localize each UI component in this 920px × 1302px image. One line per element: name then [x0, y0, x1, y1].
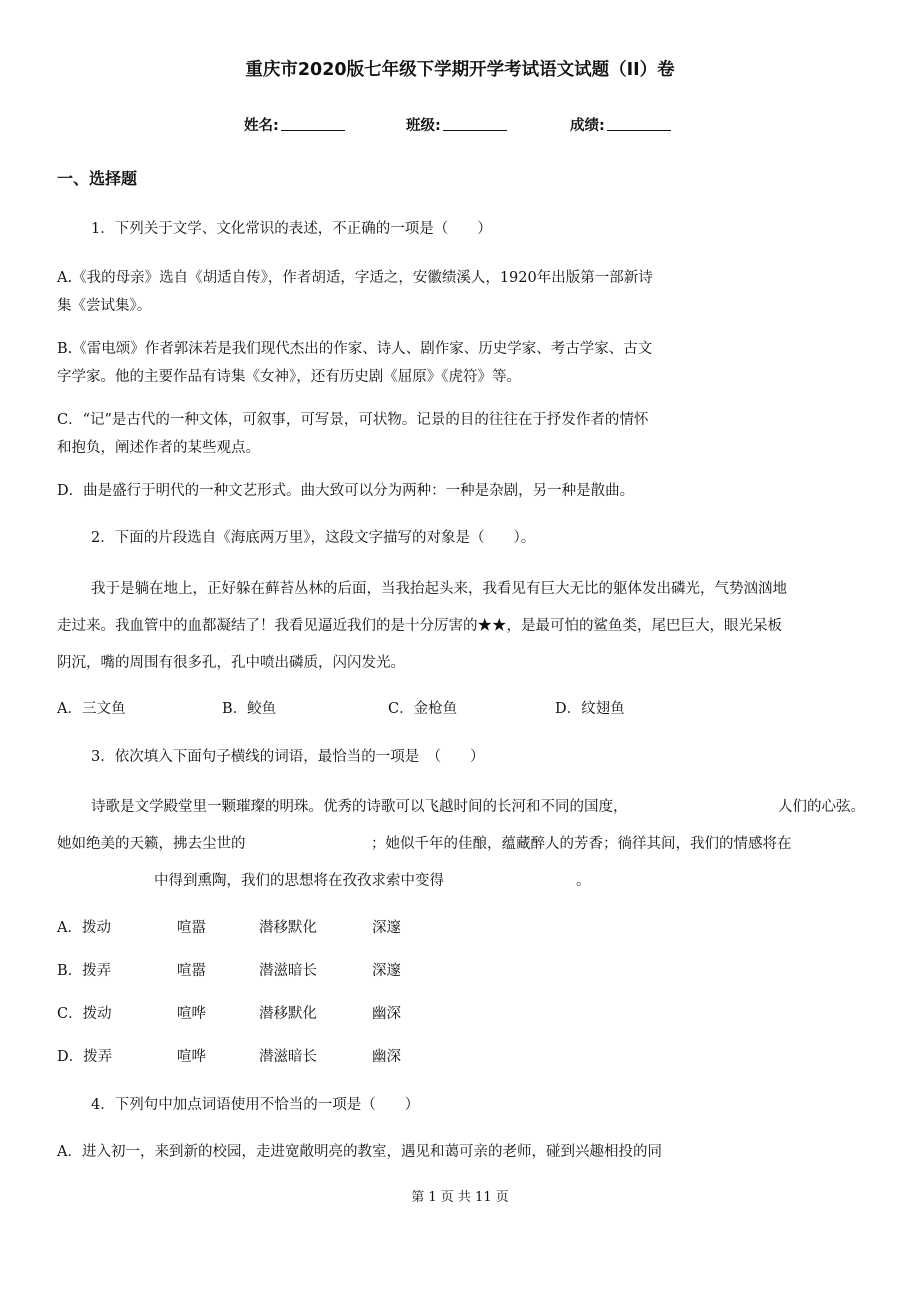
q3-option-c-word3: 潜移默化: [259, 1006, 317, 1022]
page-title: 重庆市2020版七年级下学期开学考试语文试题（II）卷: [245, 60, 675, 80]
q1-option-a-line2: 集《尝试集》。: [57, 298, 152, 314]
class-label: 班级:: [406, 118, 441, 134]
question-2-stem: 2．下面的片段选自《海底两万里》，这段文字描写的对象是（ ）。: [91, 530, 536, 546]
q3-option-b-word2: 喧嚣: [177, 963, 206, 979]
q3-passage-line3: 中得到熏陶，我们的思想将在孜孜求索中变得: [154, 873, 444, 889]
q3-option-d-word4: 幽深: [372, 1049, 401, 1065]
page-footer: 第 1 页 共 11 页: [411, 1190, 509, 1205]
q2-option-a: A．三文鱼: [57, 701, 126, 717]
score-label: 成绩:: [570, 118, 605, 134]
q2-passage-line1: 我于是躺在地上，正好躲在藓苔丛林的后面，当我抬起头来，我看见有巨大无比的躯体发出磷光，气势汹汹地: [91, 581, 787, 597]
q2-option-c: C．金枪鱼: [388, 701, 458, 717]
question-1-stem: 1．下列关于文学、文化常识的表述，不正确的一项是（ ）: [91, 221, 492, 237]
q3-passage-line1-end: 人们的心弦。: [778, 799, 865, 815]
q3-option-b-word4: 深邃: [372, 963, 401, 979]
q3-option-a-word2: 喧嚣: [177, 920, 206, 936]
q2-passage-line2: 走过来。我血管中的血都凝结了！我看见逼近我们的是十分厉害的★★，是最可怕的鲨鱼类，尾巴巨大，眼光呆板: [57, 618, 782, 634]
q3-option-c-word2: 喧哗: [177, 1006, 206, 1022]
class-field: [406, 116, 507, 136]
section-heading: 一、选择题: [57, 169, 138, 188]
q3-option-d-word2: 喧哗: [177, 1049, 206, 1065]
q3-option-a-label: A．拨动: [57, 920, 111, 936]
class-blank: [443, 117, 507, 131]
q1-option-c-line1: C．“记”是古代的一种文体，可叙事，可写景，可状物。记景的目的往往在于抒发作者的情怀: [57, 412, 649, 428]
q1-option-c-line2: 和抱负，阐述作者的某些观点。: [57, 440, 260, 456]
q2-passage-line3: 阴沉，嘴的周围有很多孔，孔中喷出磷质，闪闪发光。: [57, 655, 405, 671]
score-field: [570, 116, 671, 136]
q4-option-a: A．进入初一，来到新的校园，走进宽敞明亮的教室，遇见和蔼可亲的老师，碰到兴趣相投的同: [57, 1144, 662, 1160]
name-blank: [281, 117, 345, 131]
name-label: 姓名:: [244, 118, 279, 134]
question-4-stem: 4．下列句中加点词语使用不恰当的一项是（ ）: [91, 1097, 420, 1113]
q3-option-a-word4: 深邃: [372, 920, 401, 936]
q3-option-d-label: D．拨弄: [57, 1049, 113, 1065]
question-3-stem: 3．依次填入下面句子横线的词语，最恰当的一项是 （ ）: [91, 749, 485, 765]
q3-option-c-word4: 幽深: [372, 1006, 401, 1022]
score-blank: [607, 117, 671, 131]
q1-option-b-line1: B.《雷电颂》作者郭沫若是我们现代杰出的作家、诗人、剧作家、历史学家、考古学家、古文: [57, 341, 653, 357]
q3-option-b-label: B．拨弄: [57, 963, 112, 979]
q3-passage-line1: 诗歌是文学殿堂里一颗璀璨的明珠。优秀的诗歌可以飞越时间的长河和不同的国度，: [91, 799, 628, 815]
q1-option-d: D．曲是盛行于明代的一种文艺形式。曲大致可以分为两种：一种是杂剧，另一种是散曲。: [57, 483, 635, 499]
q1-option-b-line2: 字学家。他的主要作品有诗集《女神》，还有历史剧《屈原》《虎符》等。: [57, 369, 521, 385]
name-field: [244, 116, 345, 136]
q3-passage-line2-start: 她如绝美的天籁，拂去尘世的: [57, 836, 246, 852]
q3-option-b-word3: 潜滋暗长: [259, 963, 317, 979]
q3-option-c-label: C．拨动: [57, 1006, 112, 1022]
q3-option-d-word3: 潜滋暗长: [259, 1049, 317, 1065]
q3-option-a-word3: 潜移默化: [259, 920, 317, 936]
q1-option-a-line1: A.《我的母亲》选自《胡适自传》，作者胡适，字适之，安徽绩溪人，1920年出版第一部新诗: [57, 270, 653, 286]
q2-option-d: D．纹翅鱼: [555, 701, 625, 717]
q2-option-b: B．鲛鱼: [222, 701, 277, 717]
q3-passage-line3-end: 。: [576, 873, 591, 889]
q3-passage-line2-end: ；她似千年的佳酿，蕴藏醉人的芳香；徜徉其间，我们的情感将在: [371, 836, 792, 852]
